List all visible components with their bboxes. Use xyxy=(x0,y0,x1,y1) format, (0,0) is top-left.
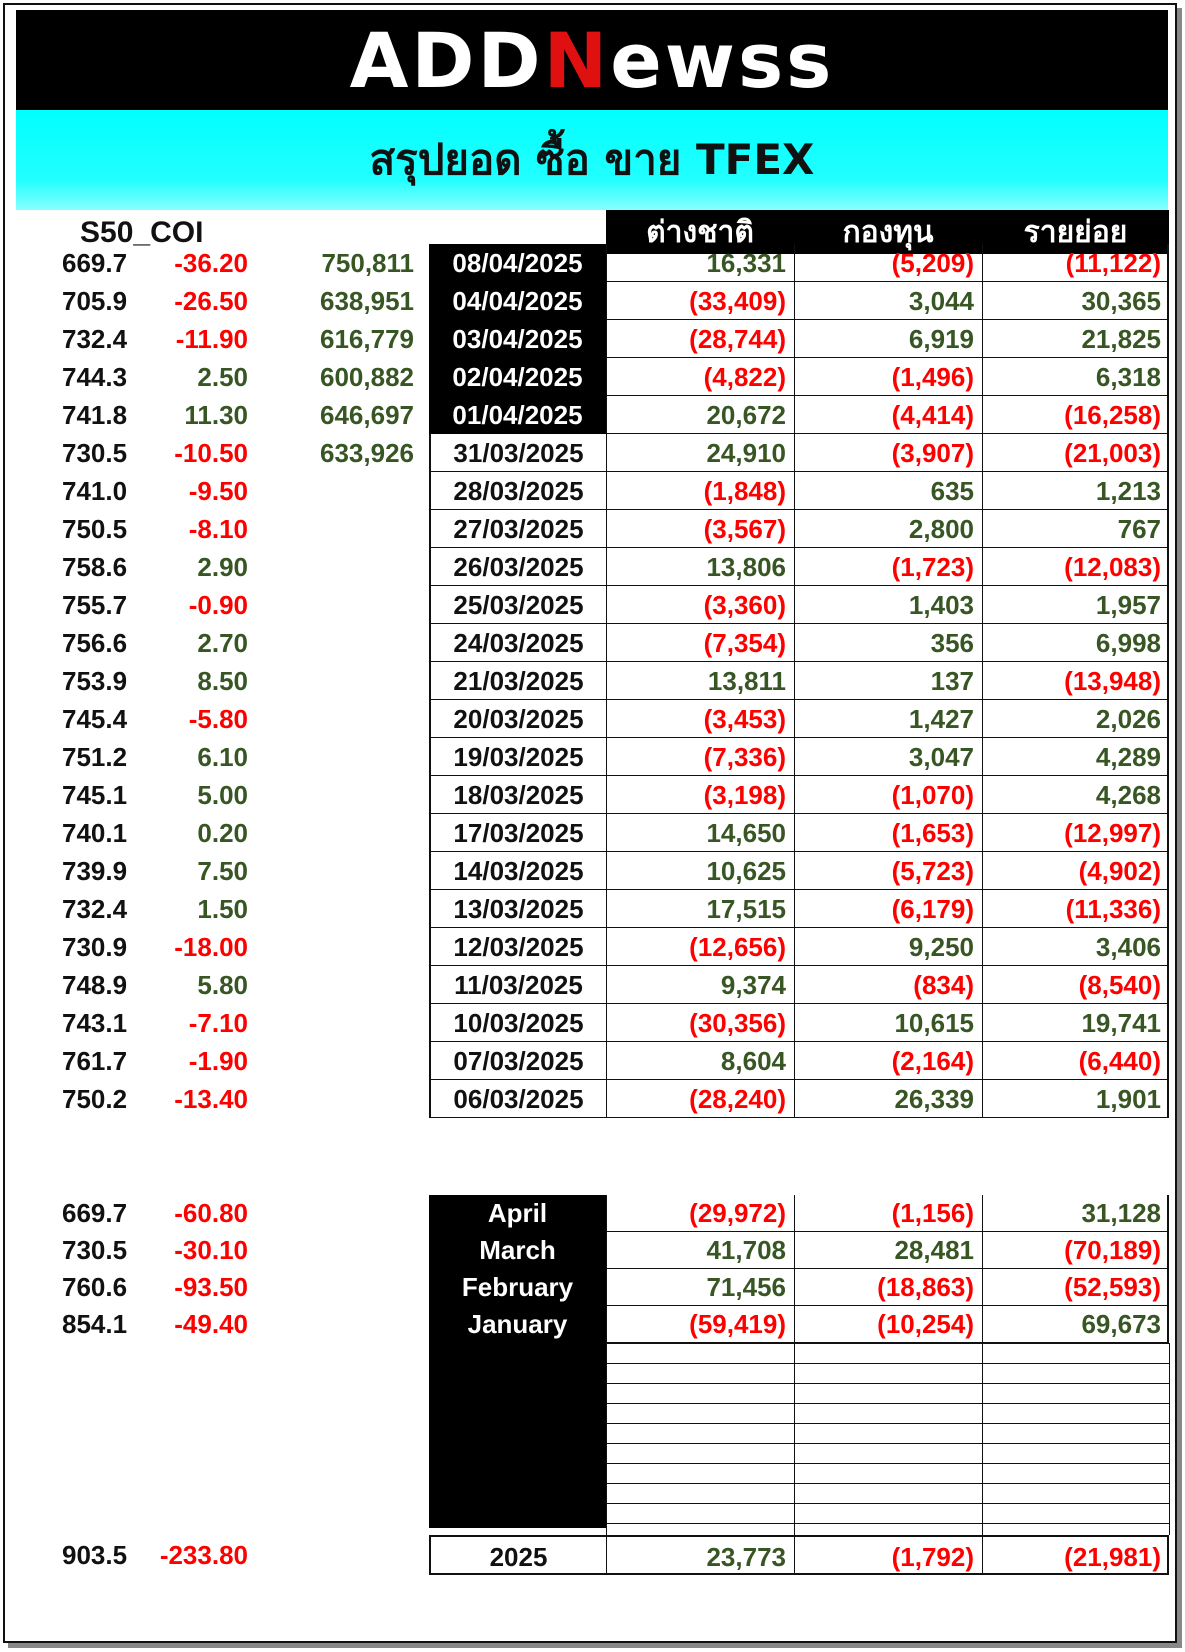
foreign-cell: (4,822) xyxy=(606,358,794,396)
price-cell: 669.7 xyxy=(62,248,128,278)
retail-cell: 30,365 xyxy=(982,282,1169,320)
institution-cell: (1,496) xyxy=(794,358,982,396)
table-row xyxy=(0,396,1185,434)
retail-cell: (13,948) xyxy=(982,662,1169,700)
volume-cell: 750,811 xyxy=(321,248,414,278)
institution-cell: 356 xyxy=(794,624,982,662)
price-cell: 730.5 xyxy=(62,438,128,468)
retail-cell: (6,440) xyxy=(982,1042,1169,1080)
month-label: January xyxy=(467,1309,568,1339)
change-cell: -30.10 xyxy=(174,1235,248,1265)
month-label: April xyxy=(487,1198,548,1228)
institution-cell: (2,164) xyxy=(794,1042,982,1080)
grid-divider xyxy=(982,1343,983,1535)
grid-line xyxy=(606,1343,1169,1344)
institution-cell: 6,919 xyxy=(794,320,982,358)
institution-cell: (834) xyxy=(794,966,982,1004)
institution-cell: (1,653) xyxy=(794,814,982,852)
price-cell: 740.1 xyxy=(62,818,128,848)
price-cell: 758.6 xyxy=(62,552,128,582)
price-cell: 669.7 xyxy=(62,1198,128,1228)
date-cell: 01/04/2025 xyxy=(429,396,606,434)
retail-cell: 3,406 xyxy=(982,928,1169,966)
grid-divider xyxy=(1169,1343,1170,1535)
date-cell: 12/03/2025 xyxy=(429,928,606,966)
grid-line xyxy=(606,1463,1169,1464)
total-row xyxy=(0,1535,1185,1575)
retail-cell: 767 xyxy=(982,510,1169,548)
volume-cell: 616,779 xyxy=(320,324,414,354)
institution-cell: 2,800 xyxy=(794,510,982,548)
change-cell: 8.50 xyxy=(197,666,248,696)
volume-cell: 600,882 xyxy=(320,362,414,392)
retail-cell: 6,998 xyxy=(982,624,1169,662)
institution-cell: (4,414) xyxy=(794,396,982,434)
brand-header xyxy=(16,10,1168,110)
change-cell: -0.90 xyxy=(188,590,248,620)
grid-divider xyxy=(794,1343,795,1535)
foreign-cell: 13,811 xyxy=(606,662,794,700)
price-cell: 756.6 xyxy=(62,628,128,658)
institution-cell: (3,907) xyxy=(794,434,982,472)
table-row xyxy=(0,776,1185,814)
foreign-cell: (7,336) xyxy=(606,738,794,776)
institution-cell: 137 xyxy=(794,662,982,700)
foreign-cell: (28,744) xyxy=(606,320,794,358)
price-cell: 748.9 xyxy=(62,970,128,1000)
date-cell: 28/03/2025 xyxy=(429,472,606,510)
price-cell: 732.4 xyxy=(62,894,128,924)
change-cell: 2.90 xyxy=(197,552,248,582)
month-label: March xyxy=(479,1235,556,1265)
institution-cell: 9,250 xyxy=(794,928,982,966)
table-row xyxy=(0,586,1185,624)
date-cell: 27/03/2025 xyxy=(429,510,606,548)
price-cell: 739.9 xyxy=(62,856,128,886)
foreign-cell: 20,672 xyxy=(606,396,794,434)
grid-line xyxy=(606,1503,1169,1504)
brand-logo: ADDNewss xyxy=(349,15,835,105)
date-cell: 02/04/2025 xyxy=(429,358,606,396)
retail-cell: (70,189) xyxy=(982,1232,1169,1269)
table-row xyxy=(0,1004,1185,1042)
volume-cell: 638,951 xyxy=(320,286,414,316)
total-price: 903.5 xyxy=(62,1540,128,1570)
change-cell: -9.50 xyxy=(188,476,248,506)
institution-cell: 1,427 xyxy=(794,700,982,738)
table-row xyxy=(0,662,1185,700)
retail-cell: 4,268 xyxy=(982,776,1169,814)
retail-cell: 2,026 xyxy=(982,700,1169,738)
price-cell: 741.8 xyxy=(62,400,128,430)
header-retail: รายย่อย xyxy=(982,210,1169,254)
table-row xyxy=(0,700,1185,738)
date-cell: 07/03/2025 xyxy=(429,1042,606,1080)
change-cell: 0.20 xyxy=(197,818,248,848)
change-cell: -11.90 xyxy=(175,324,248,354)
price-cell: 753.9 xyxy=(62,666,128,696)
date-cell: 21/03/2025 xyxy=(429,662,606,700)
grid-line xyxy=(606,1383,1169,1384)
grid-line xyxy=(606,1523,1169,1524)
coi-label: S50_COI xyxy=(80,216,204,249)
table-row xyxy=(0,358,1185,396)
change-cell: -5.80 xyxy=(188,704,248,734)
price-cell: 705.9 xyxy=(62,286,128,316)
institution-cell: 3,044 xyxy=(794,282,982,320)
change-cell: 6.10 xyxy=(197,742,248,772)
foreign-cell: (33,409) xyxy=(606,282,794,320)
retail-cell: 69,673 xyxy=(982,1306,1169,1343)
date-cell: 24/03/2025 xyxy=(429,624,606,662)
retail-cell: (16,258) xyxy=(982,396,1169,434)
retail-cell: 1,213 xyxy=(982,472,1169,510)
institution-cell: (10,254) xyxy=(794,1306,982,1343)
grid-line xyxy=(606,1443,1169,1444)
change-cell: -36.20 xyxy=(174,248,248,278)
retail-cell: (12,997) xyxy=(982,814,1169,852)
date-cell: 31/03/2025 xyxy=(429,434,606,472)
table-row xyxy=(0,890,1185,928)
price-cell: 730.9 xyxy=(62,932,128,962)
institution-cell: 1,403 xyxy=(794,586,982,624)
foreign-cell: 10,625 xyxy=(606,852,794,890)
retail-cell: (21,003) xyxy=(982,434,1169,472)
date-cell: 19/03/2025 xyxy=(429,738,606,776)
institution-cell: 10,615 xyxy=(794,1004,982,1042)
change-cell: 2.50 xyxy=(197,362,248,392)
institution-cell: (5,723) xyxy=(794,852,982,890)
table-row xyxy=(0,282,1185,320)
foreign-cell: 17,515 xyxy=(606,890,794,928)
date-cell: 04/04/2025 xyxy=(429,282,606,320)
foreign-cell: 13,806 xyxy=(606,548,794,586)
institution-cell: (5,209) xyxy=(794,244,982,282)
retail-cell: 31,128 xyxy=(982,1195,1169,1232)
table-row xyxy=(0,434,1185,472)
month-row xyxy=(0,1306,1185,1343)
table-row xyxy=(0,738,1185,776)
table-row xyxy=(0,624,1185,662)
change-cell: -60.80 xyxy=(174,1198,248,1228)
retail-cell: 4,289 xyxy=(982,738,1169,776)
change-cell: 5.80 xyxy=(197,970,248,1000)
foreign-cell: 14,650 xyxy=(606,814,794,852)
institution-cell: (18,863) xyxy=(794,1269,982,1306)
date-cell: 13/03/2025 xyxy=(429,890,606,928)
change-cell: -1.90 xyxy=(188,1046,248,1076)
change-cell: 5.00 xyxy=(197,780,248,810)
institution-cell: (1,723) xyxy=(794,548,982,586)
grid-line xyxy=(606,1483,1169,1484)
header-institution: กองทุน xyxy=(794,210,982,254)
price-cell: 750.5 xyxy=(62,514,128,544)
date-cell: 25/03/2025 xyxy=(429,586,606,624)
foreign-cell: (3,567) xyxy=(606,510,794,548)
table-row xyxy=(0,510,1185,548)
price-cell: 745.4 xyxy=(62,704,128,734)
table-row xyxy=(0,244,1185,282)
retail-cell: 1,957 xyxy=(982,586,1169,624)
date-cell: 14/03/2025 xyxy=(429,852,606,890)
table-row xyxy=(0,1042,1185,1080)
retail-cell: 19,741 xyxy=(982,1004,1169,1042)
retail-cell: (11,336) xyxy=(982,890,1169,928)
volume-cell: 633,926 xyxy=(320,438,414,468)
foreign-cell: (1,848) xyxy=(606,472,794,510)
foreign-cell: 24,910 xyxy=(606,434,794,472)
title-band xyxy=(16,110,1168,210)
price-cell: 750.2 xyxy=(62,1084,128,1114)
table-row xyxy=(0,320,1185,358)
institution-cell: 28,481 xyxy=(794,1232,982,1269)
grid-divider xyxy=(606,1343,607,1535)
change-cell: -93.50 xyxy=(174,1272,248,1302)
month-row xyxy=(0,1195,1185,1232)
change-cell: -49.40 xyxy=(174,1309,248,1339)
foreign-cell: 71,456 xyxy=(606,1269,794,1306)
foreign-cell: (30,356) xyxy=(606,1004,794,1042)
table-row xyxy=(0,966,1185,1004)
price-cell: 745.1 xyxy=(62,780,128,810)
foreign-cell: 9,374 xyxy=(606,966,794,1004)
date-cell: 03/04/2025 xyxy=(429,320,606,358)
grid-line xyxy=(606,1423,1169,1424)
change-cell: 7.50 xyxy=(197,856,248,886)
foreign-cell: (7,354) xyxy=(606,624,794,662)
table-row xyxy=(0,928,1185,966)
table-row xyxy=(0,1080,1185,1118)
total-change: -233.80 xyxy=(159,1540,248,1570)
foreign-cell: (12,656) xyxy=(606,928,794,966)
price-cell: 760.6 xyxy=(62,1272,128,1302)
institution-cell: (1,156) xyxy=(794,1195,982,1232)
total-institution: (1,792) xyxy=(794,1535,982,1575)
total-foreign: 23,773 xyxy=(606,1535,794,1575)
month-row xyxy=(0,1232,1185,1269)
foreign-cell: (3,360) xyxy=(606,586,794,624)
date-cell: 26/03/2025 xyxy=(429,548,606,586)
retail-cell: 21,825 xyxy=(982,320,1169,358)
grid-line xyxy=(606,1403,1169,1404)
change-cell: 11.30 xyxy=(184,400,248,430)
table-row xyxy=(0,548,1185,586)
price-cell: 730.5 xyxy=(62,1235,128,1265)
change-cell: -7.10 xyxy=(188,1008,248,1038)
date-cell: 10/03/2025 xyxy=(429,1004,606,1042)
price-cell: 744.3 xyxy=(62,362,128,392)
foreign-cell: 16,331 xyxy=(606,244,794,282)
retail-cell: 1,901 xyxy=(982,1080,1169,1118)
foreign-cell: (59,419) xyxy=(606,1306,794,1343)
price-cell: 741.0 xyxy=(62,476,128,506)
change-cell: -13.40 xyxy=(174,1084,248,1114)
retail-cell: (11,122) xyxy=(982,244,1169,282)
foreign-cell: (28,240) xyxy=(606,1080,794,1118)
retail-cell: (12,083) xyxy=(982,548,1169,586)
date-cell: 20/03/2025 xyxy=(429,700,606,738)
change-cell: 2.70 xyxy=(197,628,248,658)
foreign-cell: (29,972) xyxy=(606,1195,794,1232)
institution-cell: 26,339 xyxy=(794,1080,982,1118)
volume-cell: 646,697 xyxy=(320,400,414,430)
price-cell: 743.1 xyxy=(62,1008,128,1038)
date-cell: 18/03/2025 xyxy=(429,776,606,814)
price-cell: 761.7 xyxy=(62,1046,128,1076)
grid-line xyxy=(606,1363,1169,1364)
retail-cell: 6,318 xyxy=(982,358,1169,396)
price-cell: 732.4 xyxy=(62,324,128,354)
change-cell: -26.50 xyxy=(174,286,248,316)
change-cell: -8.10 xyxy=(188,514,248,544)
foreign-cell: 41,708 xyxy=(606,1232,794,1269)
page-title: สรุปยอด ซื้อ ขาย TFEX xyxy=(369,135,815,184)
change-cell: -18.00 xyxy=(174,932,248,962)
date-cell: 11/03/2025 xyxy=(429,966,606,1004)
retail-cell: (52,593) xyxy=(982,1269,1169,1306)
table-row xyxy=(0,814,1185,852)
price-cell: 755.7 xyxy=(62,590,128,620)
institution-cell: (1,070) xyxy=(794,776,982,814)
total-label: 2025 xyxy=(429,1535,606,1575)
header-foreign: ต่างชาติ xyxy=(606,210,794,254)
foreign-cell: (3,453) xyxy=(606,700,794,738)
institution-cell: 635 xyxy=(794,472,982,510)
table-row xyxy=(0,852,1185,890)
total-retail: (21,981) xyxy=(982,1535,1169,1575)
institution-cell: 3,047 xyxy=(794,738,982,776)
change-cell: 1.50 xyxy=(197,894,248,924)
foreign-cell: 8,604 xyxy=(606,1042,794,1080)
foreign-cell: (3,198) xyxy=(606,776,794,814)
date-cell: 06/03/2025 xyxy=(429,1080,606,1118)
change-cell: -10.50 xyxy=(174,438,248,468)
retail-cell: (8,540) xyxy=(982,966,1169,1004)
month-row xyxy=(0,1269,1185,1306)
date-cell: 17/03/2025 xyxy=(429,814,606,852)
date-cell: 08/04/2025 xyxy=(429,244,606,282)
month-label: February xyxy=(461,1272,574,1302)
price-cell: 751.2 xyxy=(62,742,128,772)
table-row xyxy=(0,472,1185,510)
retail-cell: (4,902) xyxy=(982,852,1169,890)
price-cell: 854.1 xyxy=(62,1309,128,1339)
institution-cell: (6,179) xyxy=(794,890,982,928)
